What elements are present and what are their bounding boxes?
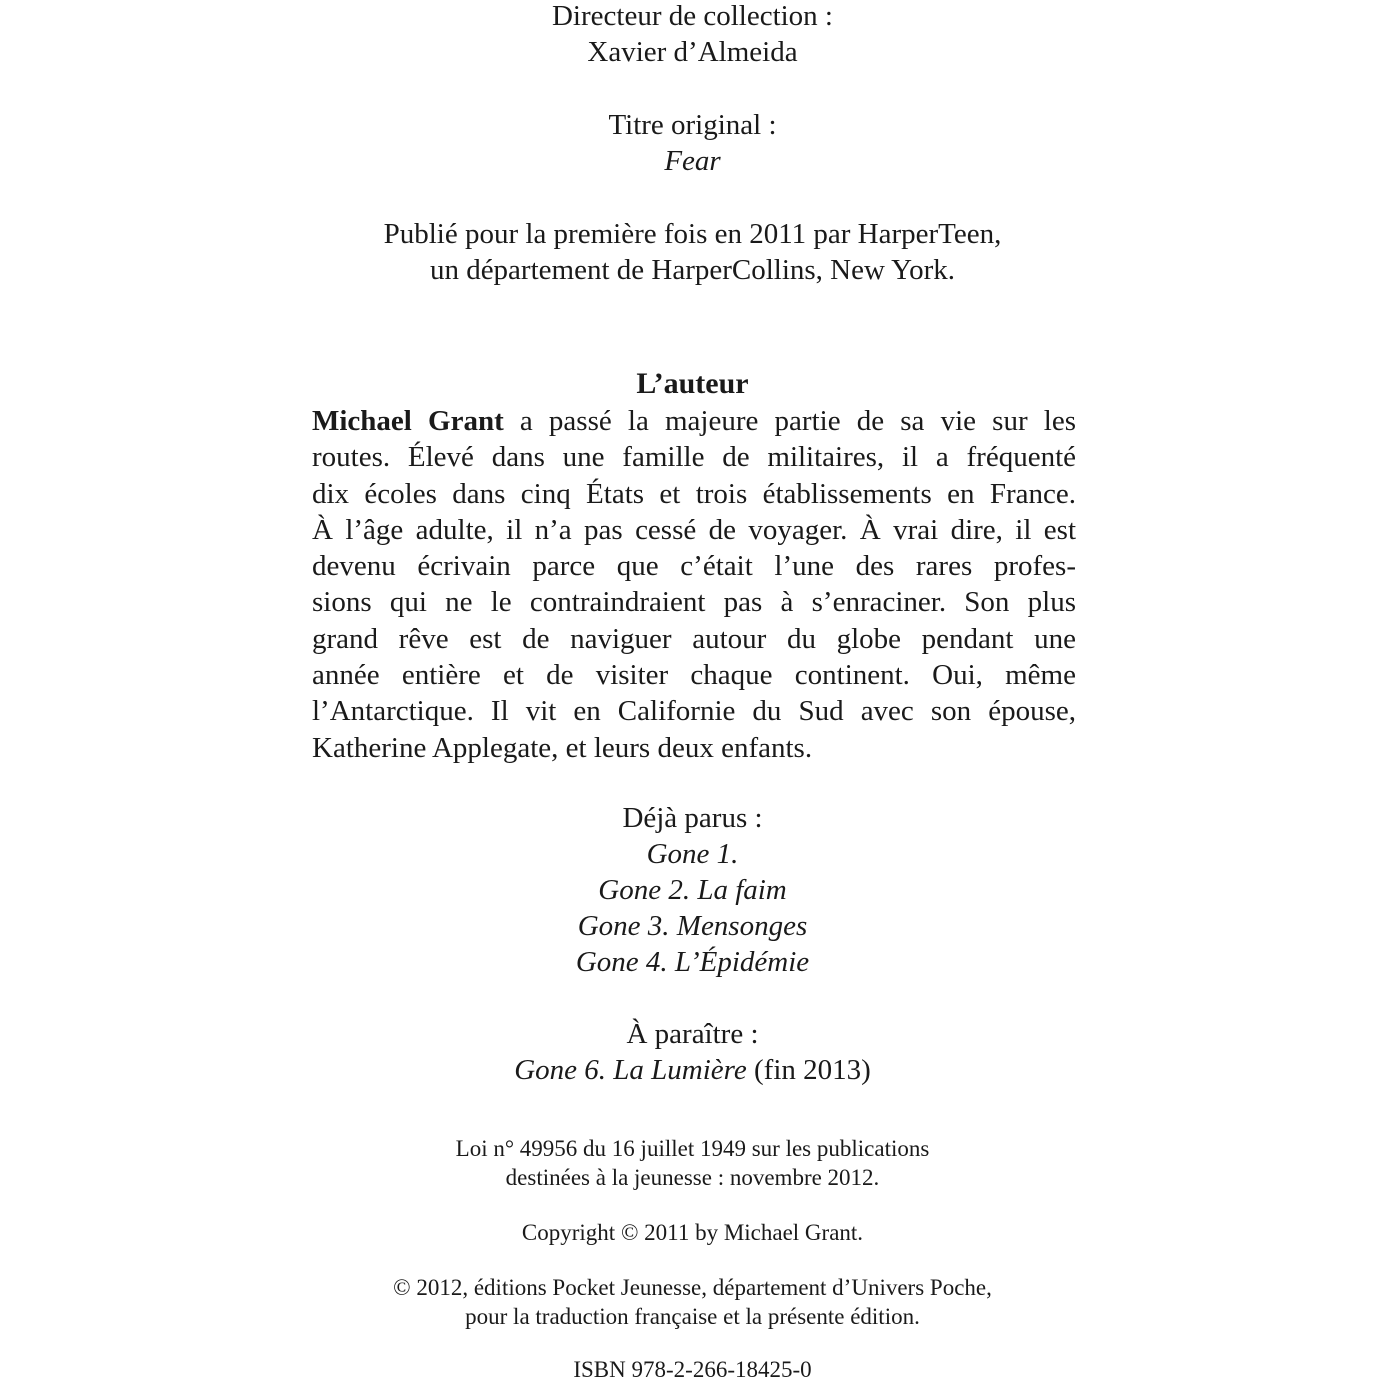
publication-line-1: Publié pour la première fois en 2011 par HarperTeen, xyxy=(383,218,1002,250)
director-block xyxy=(0,0,1385,70)
book-title: Gone 1. xyxy=(646,838,739,870)
copyright-notice: Copyright © 2011 by Michael Grant. xyxy=(521,1220,864,1245)
editions-notice xyxy=(0,1273,1385,1331)
publication-block xyxy=(0,216,1385,288)
director-label: Directeur de collection : xyxy=(551,0,833,32)
author-bio-line: année entière et de visiter chaque continent. Oui, même xyxy=(312,659,1076,692)
forthcoming-label: À paraître : xyxy=(626,1018,759,1050)
book-title: Gone 2. La faim xyxy=(598,874,787,906)
forthcoming-block xyxy=(0,1016,1385,1088)
author-bio-line: sions qui ne le contraindraient pas à s’enraciner. Son plus xyxy=(312,586,1076,619)
forthcoming-note: (fin 2013) xyxy=(746,1054,871,1086)
isbn: ISBN 978-2-266-18425-0 xyxy=(573,1357,812,1382)
original-title: Fear xyxy=(664,145,721,177)
forthcoming-title: Gone 6. La Lumière xyxy=(514,1054,747,1086)
author-bio-line: l’Antarctique. Il vit en Californie du Sud avec son épouse, xyxy=(312,695,1076,728)
author-bio-line: devenu écrivain parce que c’était l’une des rares profes- xyxy=(312,550,1076,583)
publication-line-2: un département de HarperCollins, New York. xyxy=(429,254,956,286)
original-title-block xyxy=(0,107,1385,179)
book-title: Gone 4. L’Épidémie xyxy=(575,946,810,978)
author-bio-line: Katherine Applegate, et leurs deux enfants. xyxy=(312,731,813,764)
author-bio-line: dix écoles dans cinq États et trois établissements en France. xyxy=(312,477,1076,510)
director-name: Xavier d’Almeida xyxy=(587,36,798,68)
author-name: Michael Grant xyxy=(312,405,504,437)
book-title: Gone 3. Mensonges xyxy=(577,910,808,942)
author-heading: L’auteur xyxy=(636,367,749,400)
law-line-2: destinées à la jeunesse : novembre 2012. xyxy=(505,1165,880,1190)
author-bio-line: grand rêve est de naviguer autour du globe pendant une xyxy=(312,622,1076,655)
author-bio xyxy=(312,403,1076,766)
law-line-1: Loi n° 49956 du 16 juillet 1949 sur les publications xyxy=(455,1136,930,1161)
original-title-label: Titre original : xyxy=(608,109,777,141)
already-published-label: Déjà parus : xyxy=(622,802,763,834)
editions-line-1: © 2012, éditions Pocket Jeunesse, département d’Univers Poche, xyxy=(393,1275,992,1300)
law-notice xyxy=(0,1134,1385,1192)
forthcoming-entry xyxy=(0,1052,1385,1088)
editions-line-2: pour la traduction française et la présente édition. xyxy=(465,1304,920,1329)
author-bio-line: Michael Grant a passé la majeure partie de sa vie sur les xyxy=(312,405,1076,437)
author-bio-line: À l’âge adulte, il n’a pas cessé de voyager. À vrai dire, il est xyxy=(312,513,1076,546)
already-published-block xyxy=(0,800,1385,980)
author-bio-line: routes. Élevé dans une famille de militaires, il a fréquenté xyxy=(312,441,1076,474)
